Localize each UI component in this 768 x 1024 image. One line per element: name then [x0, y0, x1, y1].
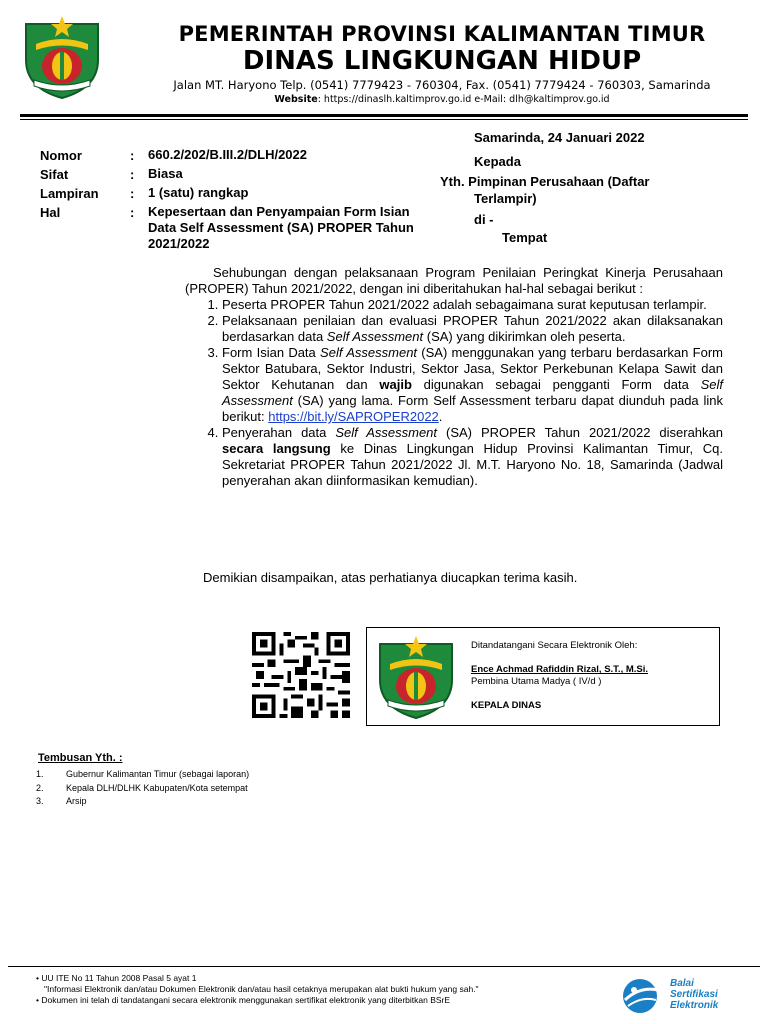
item-text: (SA) yang dikirimkan oleh peserta.: [423, 329, 626, 344]
meta-row-lampiran: [40, 184, 438, 203]
meta-colon: :: [130, 205, 135, 220]
bsre-line: Balai: [670, 978, 694, 989]
footer-notes: [36, 973, 479, 1006]
item-number: 3.: [36, 796, 44, 806]
item-text: Pelaksanaan penilaian dan evaluasi PROPER Tahun 2021/2022 akan dilaksanakan berdasarkan data: [222, 313, 723, 344]
item-text: Form Isian Data: [222, 345, 321, 360]
sa-form-link[interactable]: https://bit.ly/SAPROPER2022: [268, 409, 439, 424]
meta-value: Kepesertaan dan Penyampaian Form Isian Data Self Assessment (SA) PROPER Tahun 2021/2022: [148, 204, 414, 251]
bsre-line: Sertifikasi: [670, 989, 718, 1000]
footer-line: • UU ITE No 11 Tahun 2008 Pasal 5 ayat 1: [36, 973, 197, 983]
item-emphasis: Self Assessment: [320, 345, 418, 360]
recipient-tempat: Tempat: [502, 230, 548, 245]
item-text: (SA) PROPER Tahun 2021/2022 diserahkan: [437, 425, 723, 440]
signed-by-label: Ditandatangani Secara Elektronik Oleh:: [471, 640, 638, 651]
footer-line: "Informasi Elektronik dan/atau Dokumen Elektronik dan/atau hasil cetaknya merupakan alat bukti hukum yang sah.": [44, 984, 479, 994]
header-rule-thick: [20, 114, 748, 117]
footer-line: • Dokumen ini telah di tandatangani secara elektronik menggunakan sertifikat elektronik yang diterbitkan BSrE: [36, 995, 451, 1005]
item-text: ke Dinas Lingkungan Hidup Provinsi Kalimantan Timur, Cq. Sekretariat PROPER Tahun 2021/2022 Jl. M.T. Haryono No. 18, Samarinda (Jadwal penyerahan akan diinformasikan kemudian).: [222, 441, 723, 488]
letter-date: Samarinda, 24 Januari 2022: [474, 130, 645, 145]
item-strong: secara langsung: [222, 441, 331, 456]
meta-label: Lampiran: [40, 186, 99, 201]
agency-website-line: [164, 94, 720, 105]
meta-value: 660.2/202/B.III.2/DLH/2022: [148, 147, 307, 162]
list-item: [36, 795, 249, 809]
list-item: [36, 768, 249, 782]
list-item: [222, 297, 723, 313]
item-text: (SA) yang lama. Form Self Assessment terbaru dapat diunduh pada link berikut:: [222, 393, 723, 424]
east-kalimantan-emblem-icon: [20, 14, 104, 100]
item-text: Peserta PROPER Tahun 2021/2022 adalah sebagaimana surat keputusan terlampir.: [222, 297, 707, 312]
meta-label: Nomor: [40, 148, 82, 163]
agency-header-subtitle: DINAS LINGKUNGAN HIDUP: [242, 46, 642, 76]
recipient-di: di -: [474, 212, 494, 227]
item-text: Arsip: [66, 796, 87, 806]
tembusan-list: [36, 768, 249, 809]
item-strong: wajib: [379, 377, 412, 392]
agency-address: Jalan MT. Haryono Telp. (0541) 7779423 - 760304, Fax. (0541) 7779424 - 760303, Samarinda: [173, 78, 711, 92]
item-emphasis: Self Assessment: [335, 425, 438, 440]
item-text: digunakan sebagai pengganti Form data: [411, 377, 701, 392]
letter-meta: [40, 146, 438, 252]
signer-name: Ence Achmad Rafiddin Rizal, S.T., M.Si.: [471, 664, 649, 675]
tembusan-title: Tembusan Yth. :: [38, 752, 123, 764]
item-number: 1.: [36, 769, 44, 779]
signer-position: KEPALA DINAS: [471, 700, 542, 711]
bsre-globe-icon: [620, 976, 664, 1016]
closing-sentence: Demikian disampaikan, atas perhatianya diucapkan terima kasih.: [203, 570, 578, 585]
meta-row-sifat: [40, 165, 438, 184]
meta-label: Sifat: [40, 167, 69, 182]
list-item: [36, 782, 249, 796]
meta-label: Hal: [40, 205, 61, 220]
agency-header-title: PEMERINTAH PROVINSI KALIMANTAN TIMUR: [178, 22, 706, 46]
bsre-line: Elektronik: [670, 1000, 719, 1011]
item-emphasis: Self Assessment: [326, 329, 424, 344]
website-contacts: : https://dinaslh.kaltimprov.go.id e-Mail: dlh@kaltimprov.go.id: [317, 94, 610, 105]
meta-value: Biasa: [148, 166, 183, 181]
bsre-logo: [620, 976, 740, 1016]
item-text: (SA) menggunakan yang terbaru berdasarkan Form Sektor Batubara, Sektor Industri, Sektor Jasa, Sektor Perkebunan Kelapa Sawit dan Sektor Kehutanan dan: [222, 345, 723, 392]
item-text: Penyerahan data: [222, 425, 336, 440]
website-label: Website: [274, 94, 318, 105]
meta-value: 1 (satu) rangkap: [148, 185, 249, 200]
meta-colon: :: [130, 186, 135, 201]
electronic-signature-box: [366, 627, 720, 726]
list-item: [222, 345, 723, 425]
meta-row-nomor: [40, 146, 438, 165]
body-intro: Sehubungan dengan pelaksanaan Program Penilaian Peringkat Kinerja Perusahaan (PROPER) Tahun 2021/2022, dengan ini diberitahukan hal-hal sebagai berikut :: [185, 265, 723, 296]
east-kalimantan-emblem-icon: [371, 634, 461, 720]
list-item: [222, 425, 723, 489]
item-text: .: [438, 409, 443, 424]
item-text: Gubernur Kalimantan Timur (sebagai laporan): [66, 769, 250, 779]
item-emphasis: Self Assessment: [222, 377, 723, 408]
item-number: 2.: [36, 782, 44, 793]
letter-body: [185, 265, 723, 489]
signer-rank: Pembina Utama Madya ( IV/d ): [471, 676, 602, 687]
body-list: [185, 297, 723, 489]
qr-code-icon: [252, 631, 350, 719]
meta-colon: :: [130, 148, 135, 163]
meta-row-hal: [40, 203, 438, 252]
item-text: Kepala DLH/DLHK Kabupaten/Kota setempat: [66, 782, 248, 793]
header-rule-thin: [20, 119, 748, 120]
recipient-line-1: Yth. Pimpinan Perusahaan (Daftar: [440, 174, 650, 189]
recipient-line-2: Terlampir): [474, 191, 537, 206]
footer-rule: [8, 966, 760, 967]
bsre-text: [670, 978, 718, 1011]
recipient-kepada: Kepada: [474, 154, 521, 169]
meta-colon: :: [130, 167, 135, 182]
list-item: [222, 313, 723, 345]
